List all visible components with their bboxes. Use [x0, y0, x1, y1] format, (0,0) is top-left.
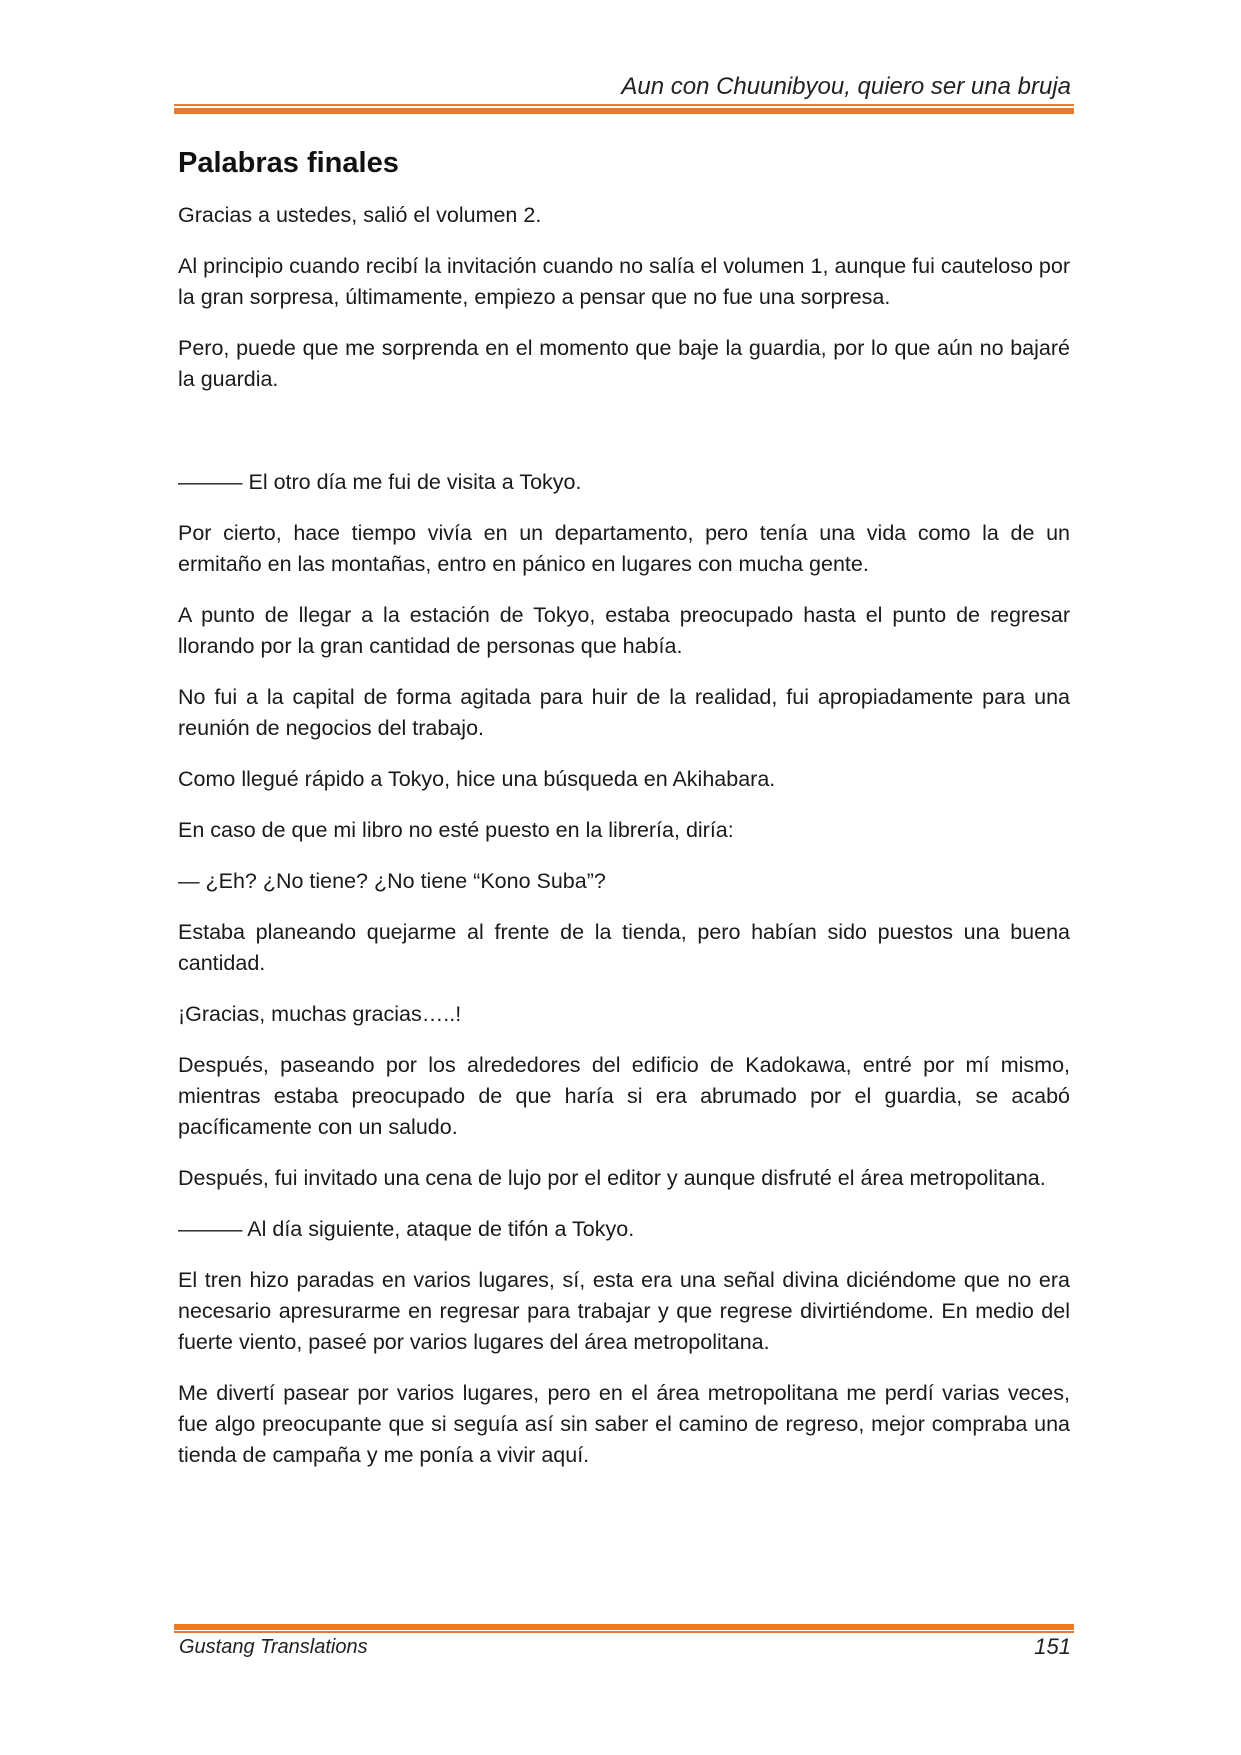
- paragraph: No fui a la capital de forma agitada para huir de la realidad, fui apropiadamente para una reunión de negocios del trabajo.: [178, 685, 1070, 740]
- paragraph: A punto de llegar a la estación de Tokyo, estaba preocupado hasta el punto de regresar llorando por la gran cantidad de personas que había.: [178, 603, 1070, 658]
- paragraph: Me divertí pasear por varios lugares, pero en el área metropolitana me perdí varias veces, fue algo preocupante que si seguía así sin saber el camino de regreso, mejor compraba una tienda de campaña y me ponía a vivir aquí.: [178, 1381, 1070, 1467]
- paragraph: Estaba planeando quejarme al frente de la tienda, pero habían sido puestos una buena cantidad.: [178, 920, 1070, 975]
- section-break: [178, 415, 1070, 467]
- paragraph: El tren hizo paradas en varios lugares, sí, esta era una señal divina diciéndome que no era necesario apresurarme en regresar para trabajar y que regrese divirtiéndome. En medio del fuerte viento, paseé por varios lugares del área metropolitana.: [178, 1268, 1070, 1354]
- running-title: Aun con Chuunibyou, quiero ser una bruja: [621, 73, 1071, 100]
- paragraph: ——— Al día siguiente, ataque de tifón a Tokyo.: [178, 1217, 635, 1241]
- page-body: [178, 143, 1070, 1491]
- paragraph: Después, paseando por los alrededores del edificio de Kadokawa, entré por mí mismo, mientras estaba preocupado de que haría si era abrumado por el guardia, se acabó pacíficamente con un saludo.: [178, 1053, 1070, 1139]
- page-number: 151: [1034, 1634, 1071, 1659]
- dialogue-line: — ¿Eh? ¿No tiene? ¿No tiene “Kono Suba”?: [178, 869, 606, 893]
- paragraph: Gracias a ustedes, salió el volumen 2.: [178, 203, 542, 227]
- paragraph: Por cierto, hace tiempo vivía en un departamento, pero tenía una vida como la de un ermitaño en las montañas, entro en pánico en lugares con mucha gente.: [178, 521, 1070, 576]
- header-rule-thin: [174, 104, 1074, 106]
- chapter-heading: Palabras finales: [178, 147, 399, 179]
- footer-rule-thick: [174, 1624, 1074, 1630]
- footer-rule-thin: [174, 1631, 1074, 1633]
- paragraph: Después, fui invitado una cena de lujo por el editor y aunque disfruté el área metropolitana.: [178, 1166, 1046, 1190]
- paragraph: ¡Gracias, muchas gracias…..!: [178, 1002, 462, 1026]
- header-rule-thick: [174, 108, 1074, 114]
- paragraph: En caso de que mi libro no esté puesto en la librería, diría:: [178, 818, 734, 842]
- paragraph: Como llegué rápido a Tokyo, hice una búsqueda en Akihabara.: [178, 767, 776, 791]
- publisher-name: Gustang Translations: [179, 1636, 368, 1658]
- paragraph: Pero, puede que me sorprenda en el momento que baje la guardia, por lo que aún no bajaré la guardia.: [178, 336, 1070, 391]
- paragraph: Al principio cuando recibí la invitación cuando no salía el volumen 1, aunque fui cauteloso por la gran sorpresa, últimamente, empiezo a pensar que no fue una sorpresa.: [178, 254, 1070, 309]
- paragraph: ——— El otro día me fui de visita a Tokyo.: [178, 470, 582, 494]
